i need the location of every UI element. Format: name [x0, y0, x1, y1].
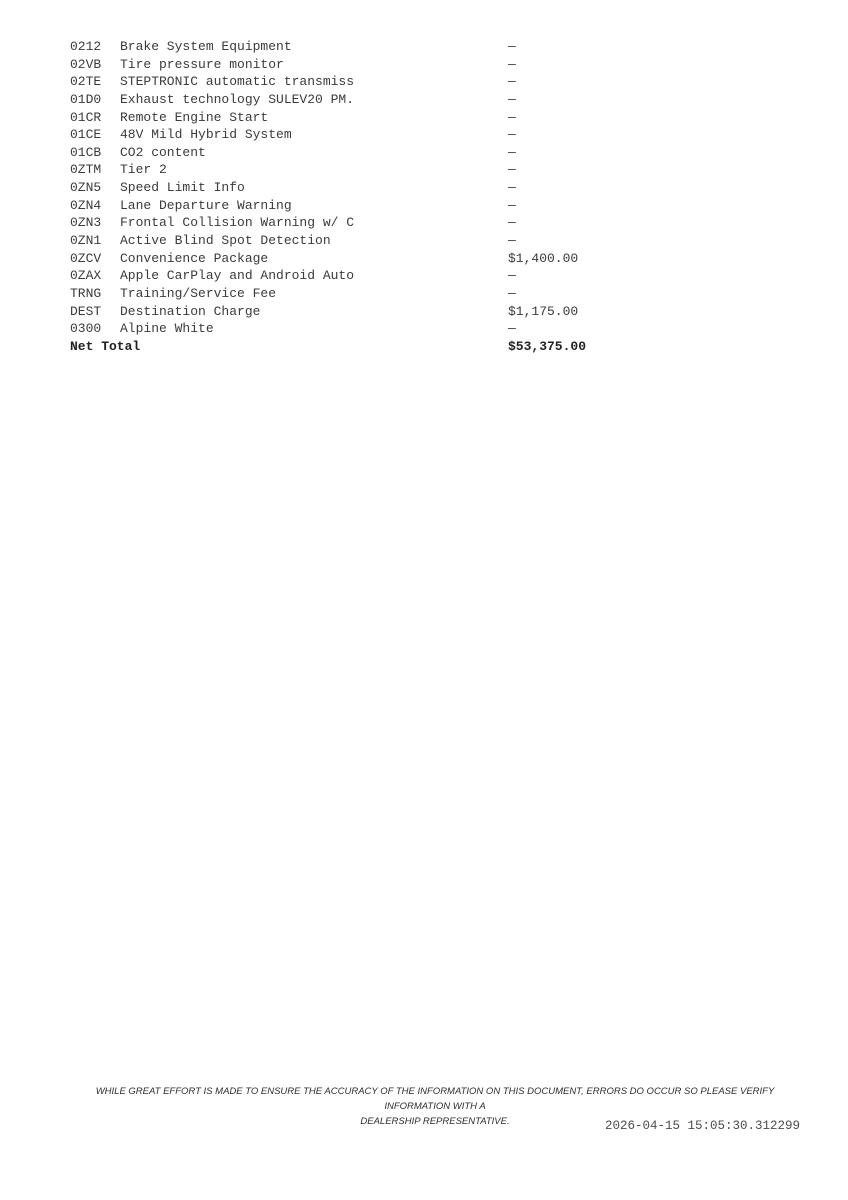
option-price: —	[508, 233, 516, 249]
option-code: 02VB	[70, 56, 102, 72]
option-code: DEST	[70, 303, 102, 319]
option-price: —	[508, 74, 516, 90]
option-price: —	[508, 180, 516, 196]
net-total-label: Net Total	[70, 338, 141, 354]
option-description: Training/Service Fee	[120, 285, 277, 301]
option-row	[70, 73, 800, 91]
option-row	[70, 126, 800, 144]
options-list	[70, 38, 800, 338]
option-description: Lane Departure Warning	[120, 197, 292, 213]
option-description: Brake System Equipment	[120, 39, 292, 54]
generation-timestamp: 2026-04-15 15:05:30.312299	[604, 1119, 800, 1133]
option-code: 01CB	[70, 144, 102, 160]
option-description: Tire pressure monitor	[120, 56, 284, 72]
option-row	[70, 303, 800, 321]
option-description: Apple CarPlay and Android Auto	[120, 268, 355, 284]
option-price: —	[508, 127, 516, 143]
option-description: Speed Limit Info	[120, 180, 245, 196]
option-price: —	[508, 39, 516, 54]
option-code: 0ZAX	[70, 268, 102, 284]
option-row	[70, 91, 800, 109]
option-code: 01D0	[70, 91, 102, 107]
option-description: Destination Charge	[120, 303, 261, 319]
option-price: —	[508, 215, 516, 231]
option-row	[70, 197, 800, 215]
option-description: STEPTRONIC automatic transmiss	[120, 74, 355, 90]
option-price: —	[508, 285, 516, 301]
option-price: $1,175.00	[508, 303, 579, 319]
option-code: 01CR	[70, 109, 102, 125]
option-price: —	[508, 197, 516, 213]
option-row	[70, 179, 800, 197]
option-description: Exhaust technology SULEV20 PM.	[120, 91, 355, 107]
option-code: 0ZCV	[70, 250, 102, 266]
option-price: $1,400.00	[508, 250, 579, 266]
option-code: 0ZN1	[70, 233, 102, 249]
option-code: 01CE	[70, 127, 102, 143]
option-row	[70, 320, 800, 338]
option-row	[70, 109, 800, 127]
option-row	[70, 285, 800, 303]
option-code: 0ZN4	[70, 197, 102, 213]
option-price: —	[508, 144, 516, 160]
disclaimer-line-2: DEALERSHIP REPRESENTATIVE.	[360, 1116, 510, 1127]
net-total-amount: $53,375.00	[508, 338, 587, 354]
option-row	[70, 38, 800, 56]
options-section	[70, 38, 800, 356]
option-description: Alpine White	[120, 321, 214, 337]
option-row	[70, 232, 800, 250]
option-code: 0300	[70, 321, 102, 337]
net-total-row	[70, 338, 800, 356]
option-price: —	[508, 56, 516, 72]
option-row	[70, 161, 800, 179]
option-code: 0212	[70, 39, 102, 54]
option-description: CO2 content	[120, 144, 206, 160]
option-description: Tier 2	[120, 162, 167, 178]
option-price: —	[508, 268, 516, 284]
option-price: —	[508, 109, 516, 125]
option-code: 0ZN5	[70, 180, 102, 196]
option-code: TRNG	[70, 285, 102, 301]
option-description: Convenience Package	[120, 250, 269, 266]
option-description: Remote Engine Start	[120, 109, 269, 125]
option-description: Frontal Collision Warning w/ C	[120, 215, 355, 231]
option-code: 0ZN3	[70, 215, 102, 231]
option-row	[70, 144, 800, 162]
option-price: —	[508, 91, 516, 107]
option-description: 48V Mild Hybrid System	[120, 127, 292, 143]
option-row	[70, 56, 800, 74]
option-row	[70, 250, 800, 268]
option-row	[70, 267, 800, 285]
option-code: 02TE	[70, 74, 102, 90]
disclaimer-line-1: WHILE GREAT EFFORT IS MADE TO ENSURE THE ACCURACY OF THE INFORMATION ON THIS DOCUMENT, ERRORS DO OCCUR SO PLEASE VERIFY INFORMATION WITH A	[95, 1086, 775, 1112]
option-code: 0ZTM	[70, 162, 102, 178]
option-description: Active Blind Spot Detection	[120, 233, 331, 249]
option-row	[70, 214, 800, 232]
option-price: —	[508, 162, 516, 178]
option-price: —	[508, 321, 516, 337]
